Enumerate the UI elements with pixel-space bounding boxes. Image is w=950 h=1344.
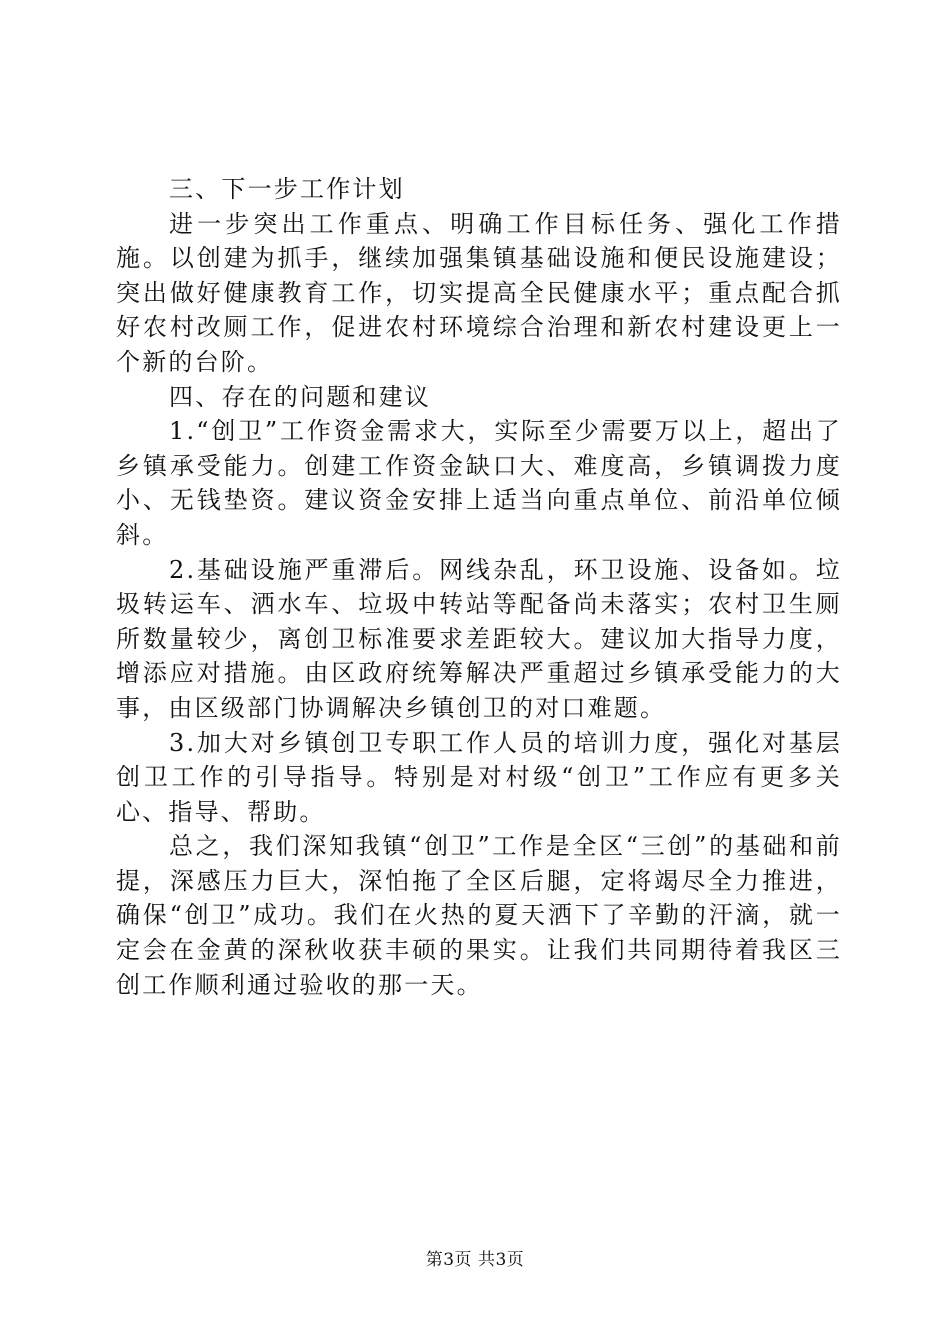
paragraph-item-3-training: 3.加大对乡镇创卫专职工作人员的培训力度，强化对基层创卫工作的引导指导。特别是对村级“创卫”工作应有更多关心、指导、帮助。 [116,728,842,826]
paragraph-work-plan: 进一步突出工作重点、明确工作目标任务、强化工作措施。以创建为抓手，继续加强集镇基础设施和便民设施建设；突出做好健康教育工作，切实提高全民健康水平；重点配合抓好农村改厕工作，促进农村环境综合治理和新农村建设更上一个新的台阶。 [116,209,842,376]
paragraph-item-2-infrastructure: 2.基础设施严重滞后。网线杂乱，环卫设施、设备如。垃圾转运车、洒水车、垃圾中转站等配备尚未落实；农村卫生厕所数量较少，离创卫标准要求差距较大。建议加大指导力度，增添应对措施。由区政府统筹解决严重超过乡镇承受能力的大事，由区级部门协调解决乡镇创卫的对口难题。 [116,555,842,722]
section-heading-problems: 四、存在的问题和建议 [169,382,431,411]
section-heading-next-steps: 三、下一步工作计划 [169,175,405,203]
document-body [116,172,842,1002]
paragraph-item-1-funding: 1.“创卫”工作资金需求大，实际至少需要万以上，超出了乡镇承受能力。创建工作资金缺口大、难度高，乡镇调拨力度小、无钱垫资。建议资金安排上适当向重点单位、前沿单位倾斜。 [116,417,842,549]
paragraph-conclusion: 总之，我们深知我镇“创卫”工作是全区“三创”的基础和前提，深感压力巨大，深怕拖了全区后腿，定将竭尽全力推进，确保“创卫”成功。我们在火热的夏天洒下了辛勤的汗滴，就一定会在金黄的深秋收获丰硕的果实。让我们共同期待着我区三创工作顺利通过验收的那一天。 [116,832,842,999]
page-number-footer: 第3页 共3页 [425,1250,525,1270]
